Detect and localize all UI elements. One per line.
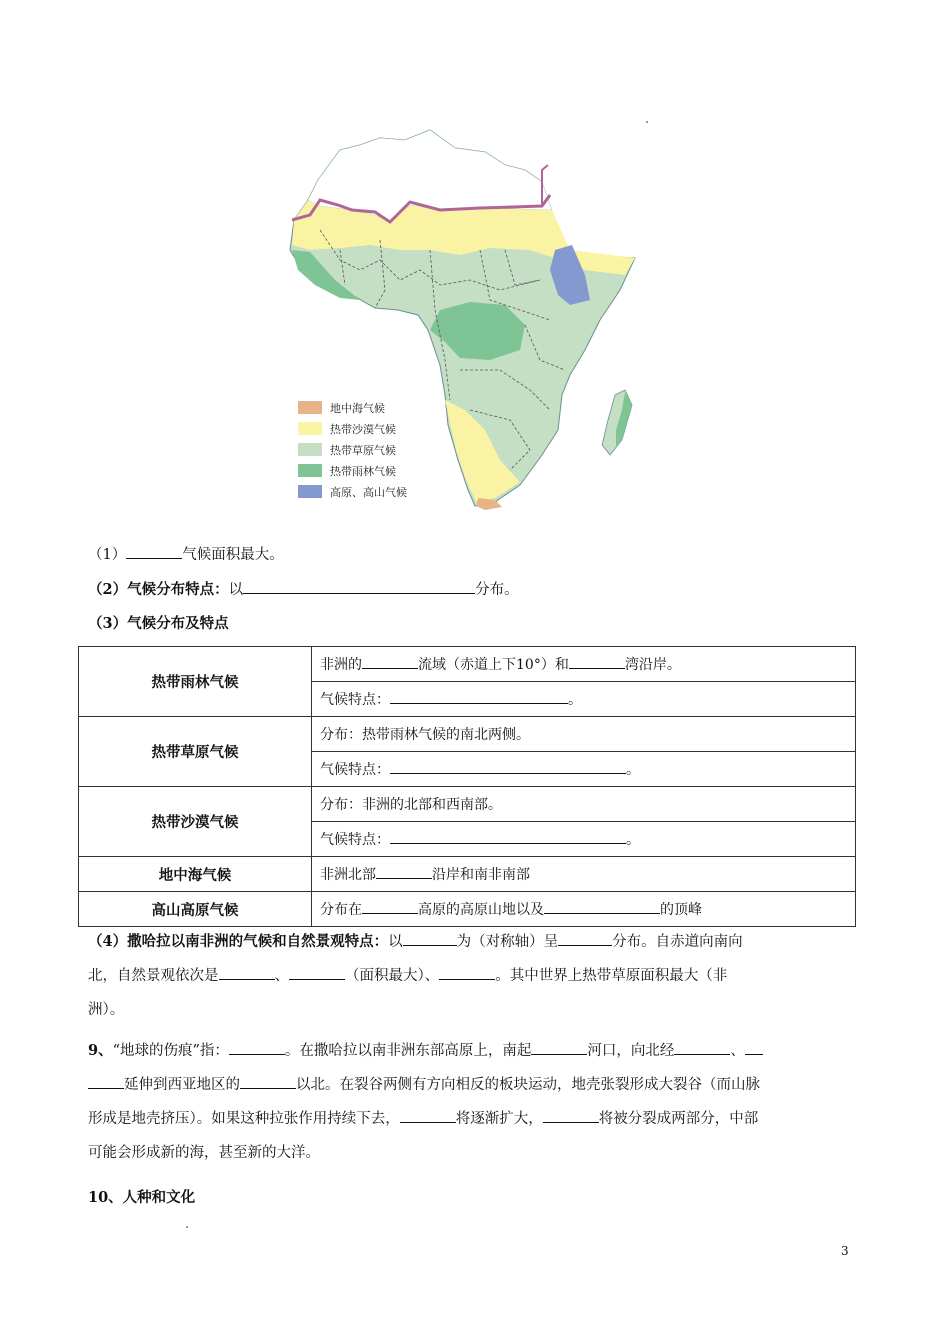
q4-label: （4）撒哈拉以南非洲的气候和自然景观特点： <box>88 933 389 950</box>
table-cell: 分布：非洲的北部和西南部。 <box>312 787 856 822</box>
answer-blank[interactable] <box>439 965 495 980</box>
question-4 <box>88 925 864 1027</box>
table-row <box>79 647 856 682</box>
climate-name: 高山高原气候 <box>79 892 312 927</box>
legend-swatch <box>298 464 322 477</box>
q9-text: 以北。在裂谷两侧有方向相反的板块运动，地壳张裂形成大裂谷（而山脉 <box>296 1077 760 1093</box>
cell-text: 。 <box>626 832 640 848</box>
climate-name: 地中海气候 <box>79 857 312 892</box>
answer-blank[interactable] <box>243 579 475 594</box>
q9-text: 将逐渐扩大， <box>455 1111 543 1127</box>
legend-swatch <box>298 443 322 456</box>
answer-blank[interactable] <box>390 689 568 704</box>
q4-text: 以 <box>388 934 403 950</box>
scan-dot <box>186 1226 188 1228</box>
answer-blank[interactable] <box>390 829 626 844</box>
climate-table <box>78 646 856 927</box>
q9-text: 河口，向北经 <box>587 1043 675 1059</box>
q1-suffix: 气候面积最大。 <box>182 547 284 563</box>
cell-text: 的顶峰 <box>660 902 702 918</box>
cell-text: 湾沿岸。 <box>624 657 681 673</box>
question-3-heading: （3）气候分布及特点 <box>88 615 229 632</box>
answer-blank[interactable] <box>289 965 345 980</box>
legend-swatch <box>298 401 322 414</box>
table-row <box>79 717 856 752</box>
answer-blank[interactable] <box>219 965 275 980</box>
cell-text: 非洲北部 <box>320 867 376 883</box>
cell-text: 气候特点： <box>320 762 390 778</box>
answer-blank[interactable] <box>745 1040 763 1055</box>
legend-label: 热带雨林气候 <box>330 464 396 478</box>
q2-suffix: 分布。 <box>475 582 519 598</box>
q4-text: 为（对称轴）呈 <box>456 934 559 950</box>
cell-text: 非洲的 <box>320 657 362 673</box>
climate-name: 热带雨林气候 <box>79 647 312 717</box>
question-1 <box>88 544 284 565</box>
climate-name: 热带草原气候 <box>79 717 312 787</box>
scan-dot <box>646 121 648 123</box>
legend-item <box>298 418 407 439</box>
cell-text: 流域（赤道上下10°）和 <box>418 657 569 673</box>
cell-text: 分布在 <box>320 902 362 918</box>
q9-number: 9、 <box>88 1042 113 1059</box>
q4-text: 、 <box>274 968 289 984</box>
answer-blank[interactable] <box>544 899 660 914</box>
legend-item <box>298 481 407 502</box>
table-cell <box>312 892 856 927</box>
question-9 <box>88 1034 864 1170</box>
answer-blank[interactable] <box>674 1040 730 1055</box>
q4-text: （面积最大）、 <box>345 968 440 984</box>
q9-text: 、 <box>730 1043 745 1059</box>
cell-text: 。 <box>568 692 582 708</box>
table-cell <box>312 647 856 682</box>
answer-blank[interactable] <box>376 864 432 879</box>
table-row <box>79 857 856 892</box>
q9-text: 。在撒哈拉以南非洲东部高原上，南起 <box>284 1043 532 1059</box>
legend-item <box>298 397 407 418</box>
answer-blank[interactable] <box>88 1074 124 1089</box>
legend-label: 热带沙漠气候 <box>330 422 396 436</box>
question-10-heading: 10、人种和文化 <box>88 1189 196 1206</box>
table-cell: 分布：热带雨林气候的南北两侧。 <box>312 717 856 752</box>
answer-blank[interactable] <box>558 931 612 946</box>
answer-blank[interactable] <box>362 899 418 914</box>
q2-label: （2）气候分布特点： <box>88 581 229 598</box>
map-legend <box>298 397 407 502</box>
table-row <box>79 787 856 822</box>
cell-text: 高原的高原山地以及 <box>418 902 544 918</box>
legend-label: 地中海气候 <box>330 401 385 415</box>
q4-text: 北，自然景观依次是 <box>88 968 219 984</box>
answer-blank[interactable] <box>543 1108 599 1123</box>
page-number: 3 <box>841 1244 849 1258</box>
cell-text: 沿岸和南非南部 <box>432 867 530 883</box>
answer-blank[interactable] <box>390 759 626 774</box>
legend-label: 高原、高山气候 <box>330 485 407 499</box>
answer-blank[interactable] <box>400 1108 456 1123</box>
q4-text: 洲）。 <box>88 1002 125 1018</box>
q9-text: 延伸到西亚地区的 <box>124 1077 240 1093</box>
cell-text: 。 <box>626 762 640 778</box>
q4-text: 。其中世界上热带草原面积最大（非 <box>495 968 728 984</box>
q1-prefix: （1） <box>88 547 127 563</box>
answer-blank[interactable] <box>403 931 457 946</box>
table-cell <box>312 682 856 717</box>
q4-text: 分布。自赤道向南向 <box>612 934 743 950</box>
table-cell <box>312 752 856 787</box>
legend-swatch <box>298 422 322 435</box>
legend-label: 热带草原气候 <box>330 443 396 457</box>
answer-blank[interactable] <box>569 654 625 669</box>
legend-item <box>298 439 407 460</box>
q9-text: “地球的伤痕”指： <box>112 1043 229 1059</box>
table-cell <box>312 857 856 892</box>
table-row <box>79 892 856 927</box>
q9-text: 可能会形成新的海，甚至新的大洋。 <box>88 1145 320 1161</box>
legend-item <box>298 460 407 481</box>
answer-blank[interactable] <box>362 654 418 669</box>
answer-blank[interactable] <box>531 1040 587 1055</box>
q2-mid: 以 <box>228 582 244 598</box>
cell-text: 气候特点： <box>320 832 390 848</box>
answer-blank[interactable] <box>229 1040 285 1055</box>
table-cell <box>312 822 856 857</box>
legend-swatch <box>298 485 322 498</box>
climate-name: 热带沙漠气候 <box>79 787 312 857</box>
cell-text: 气候特点： <box>320 692 390 708</box>
q9-text: 形成是地壳挤压）。如果这种拉张作用持续下去， <box>88 1111 400 1127</box>
q9-text: 将被分裂成两部分，中部 <box>598 1111 759 1127</box>
question-2 <box>88 579 519 600</box>
answer-blank[interactable] <box>240 1074 296 1089</box>
answer-blank[interactable] <box>126 544 182 559</box>
